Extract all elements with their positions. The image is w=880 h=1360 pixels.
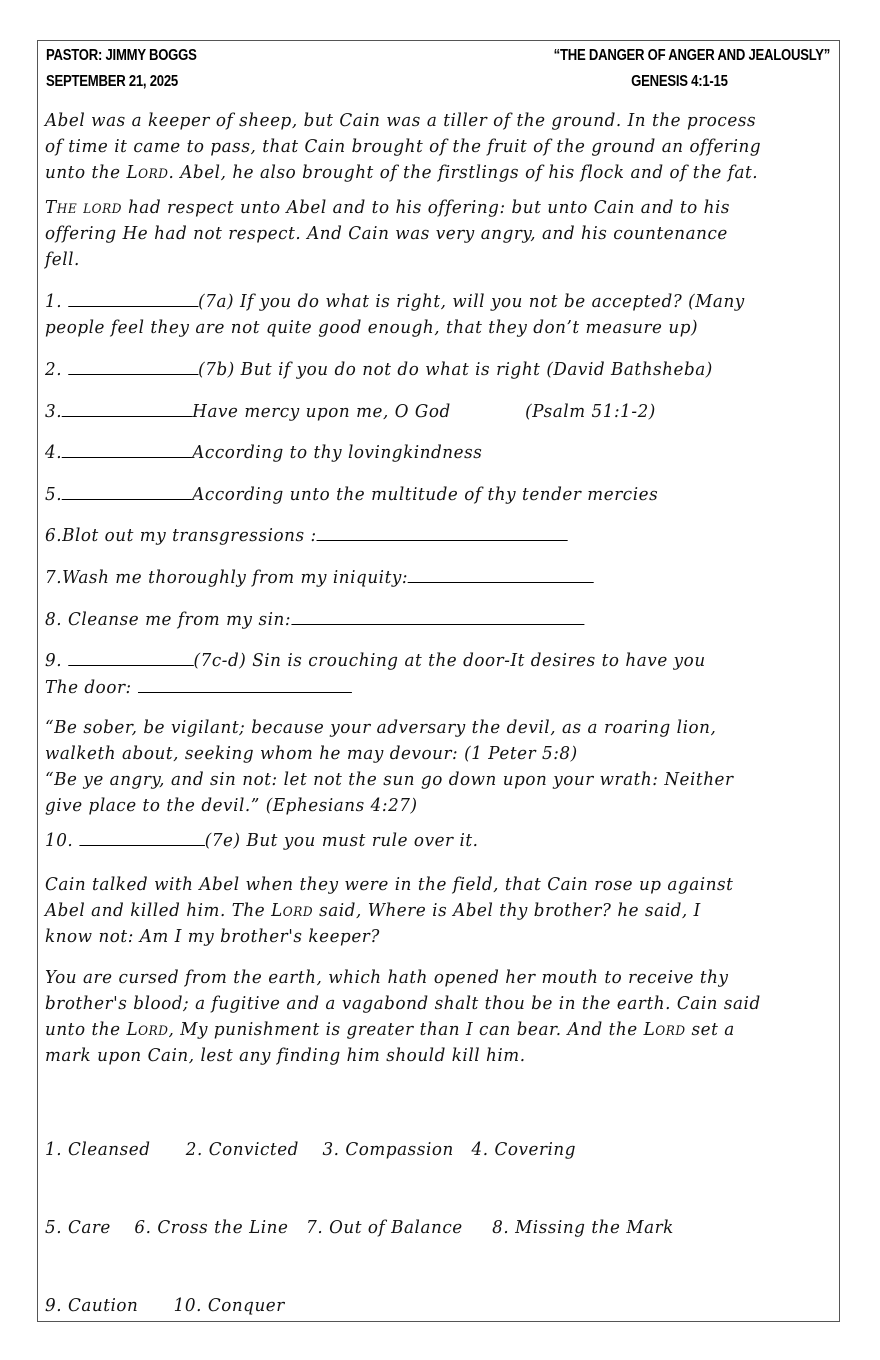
text-span: set a <box>685 1019 735 1040</box>
fill-in-blank[interactable] <box>62 439 192 458</box>
text-line: You are cursed from the earth, which hath opened her mouth to receive thy <box>45 967 729 988</box>
item-8 <box>45 606 784 633</box>
text-line: know not: Am I my brother's keeper? <box>45 926 380 947</box>
text-line <box>45 398 784 425</box>
door-label: The door: <box>45 677 138 698</box>
text-line <box>45 160 784 186</box>
text-line <box>45 898 784 924</box>
lord-small-caps: Lord <box>271 900 314 921</box>
intro-paragraph-1 <box>45 108 784 186</box>
intro-paragraph-2 <box>45 195 784 273</box>
quotes-block <box>45 715 784 819</box>
item-text: According to thy lovingkindness <box>192 442 483 463</box>
item-text: (7c-d) Sin is crouching at the door-It desires to have you <box>193 650 706 671</box>
fill-in-blank[interactable] <box>138 674 352 693</box>
item-6 <box>45 522 784 549</box>
text-line: brother's blood; a fugitive and a vagabond shalt thou be in the earth. Cain said <box>45 993 761 1014</box>
text-line <box>45 827 784 854</box>
text-line: “Be ye angry, and sin not: let not the sun go down upon your wrath: Neither <box>45 769 734 790</box>
fill-in-blank[interactable] <box>291 606 584 625</box>
lord-small-caps: Lord <box>126 1019 169 1040</box>
fill-in-blank[interactable] <box>68 288 198 307</box>
pastor-name: PASTOR: JIMMY BOGGS <box>46 47 197 64</box>
text-line <box>45 481 784 508</box>
item-4 <box>45 439 784 466</box>
text-line: people feel they are not quite good enough, that they don’t measure up) <box>45 317 699 338</box>
text-span: . Abel, he also brought of the firstlings of his flock and of the fat. <box>168 162 759 183</box>
story-paragraph-1 <box>45 872 784 950</box>
lord-small-caps: Lord <box>643 1019 686 1040</box>
text-span: said, Where is Abel thy brother? he said, I <box>313 900 701 921</box>
the-lord-small-caps: The lord <box>45 197 123 218</box>
item-number: 3. <box>45 401 63 422</box>
text-line: mark upon Cain, lest any finding him should kill him. <box>45 1045 526 1066</box>
item-3 <box>45 398 784 425</box>
story-paragraph-2 <box>45 965 784 1069</box>
text-span: unto the <box>45 162 127 183</box>
text-span: , My punishment is greater than I can bear. And the <box>168 1019 644 1040</box>
item-number: 10. <box>45 830 80 851</box>
item-5 <box>45 481 784 508</box>
text-line: Abel was a keeper of sheep, but Cain was a tiller of the ground. In the process <box>45 110 757 131</box>
fill-in-blank[interactable] <box>68 356 198 375</box>
fill-in-blank[interactable] <box>68 647 194 666</box>
item-2 <box>45 356 784 383</box>
text-span: Abel and killed him. The <box>45 900 272 921</box>
item-number: 1. <box>45 291 68 312</box>
item-number: 5. <box>45 484 63 505</box>
text-line <box>45 288 784 315</box>
lord-small-caps: Lord <box>126 162 169 183</box>
sermon-date: SEPTEMBER 21, 2025 <box>46 73 178 90</box>
fill-in-blank[interactable] <box>62 398 192 417</box>
item-text: According unto the multitude of thy tender mercies <box>192 484 659 505</box>
answer-line: 1. Cleansed 2. Convicted 3. Compassion 4. Covering <box>45 1139 577 1160</box>
text-span: unto the <box>45 1019 127 1040</box>
fill-in-blank[interactable] <box>408 564 594 583</box>
item-1 <box>45 288 784 341</box>
sermon-title: “THE DANGER OF ANGER AND JEALOUSLY” <box>553 47 830 64</box>
item-number: 4. <box>45 442 63 463</box>
text-line <box>45 606 784 633</box>
text-line: Cain talked with Abel when they were in the field, that Cain rose up against <box>45 874 734 895</box>
answer-line: 9. Caution 10. Conquer <box>45 1295 285 1316</box>
fill-in-blank[interactable] <box>317 522 568 541</box>
item-text: (7e) But you must rule over it. <box>204 830 479 851</box>
text-line: give place to the devil.” (Ephesians 4:27) <box>45 795 418 816</box>
text-span: had respect unto Abel and to his offering: but unto Cain and to his <box>122 197 731 218</box>
fill-in-blank[interactable] <box>62 481 192 500</box>
psalm-reference: (Psalm 51:1-2) <box>525 401 656 422</box>
text-line <box>45 1017 784 1043</box>
text-line <box>45 356 784 383</box>
scripture-reference: GENESIS 4:1-15 <box>631 73 728 90</box>
answer-key <box>45 1085 784 1345</box>
item-text: 7.Wash me thoroughly from my iniquity: <box>45 567 409 588</box>
text-line: offering He had not respect. And Cain was very angry, and his countenance <box>45 223 728 244</box>
text-line <box>45 647 784 674</box>
text-line: “Be sober, be vigilant; because your adversary the devil, as a roaring lion, <box>45 717 717 738</box>
item-10 <box>45 827 784 854</box>
item-text: (7b) But if you do not do what is right (David Bathsheba) <box>198 359 713 380</box>
item-number: 2. <box>45 359 68 380</box>
text-line <box>45 564 784 591</box>
item-7 <box>45 564 784 591</box>
item-text: (7a) If you do what is right, will you not be accepted? (Many <box>198 291 745 312</box>
item-9 <box>45 647 784 701</box>
item-text: 8. Cleanse me from my sin: <box>45 609 292 630</box>
text-line <box>45 674 784 701</box>
answer-line: 5. Care 6. Cross the Line 7. Out of Balance 8. Missing the Mark <box>45 1217 674 1238</box>
text-line: walketh about, seeking whom he may devour: (1 Peter 5:8) <box>45 743 578 764</box>
fill-in-blank[interactable] <box>79 827 205 846</box>
text-line <box>45 439 784 466</box>
text-line <box>45 195 784 221</box>
text-line <box>45 522 784 549</box>
text-line: fell. <box>45 249 80 270</box>
item-text: 6.Blot out my transgressions : <box>45 525 317 546</box>
item-text: Have mercy upon me, O God <box>192 401 451 422</box>
text-line: of time it came to pass, that Cain brought of the fruit of the ground an offering <box>45 136 762 157</box>
item-number: 9. <box>45 650 68 671</box>
